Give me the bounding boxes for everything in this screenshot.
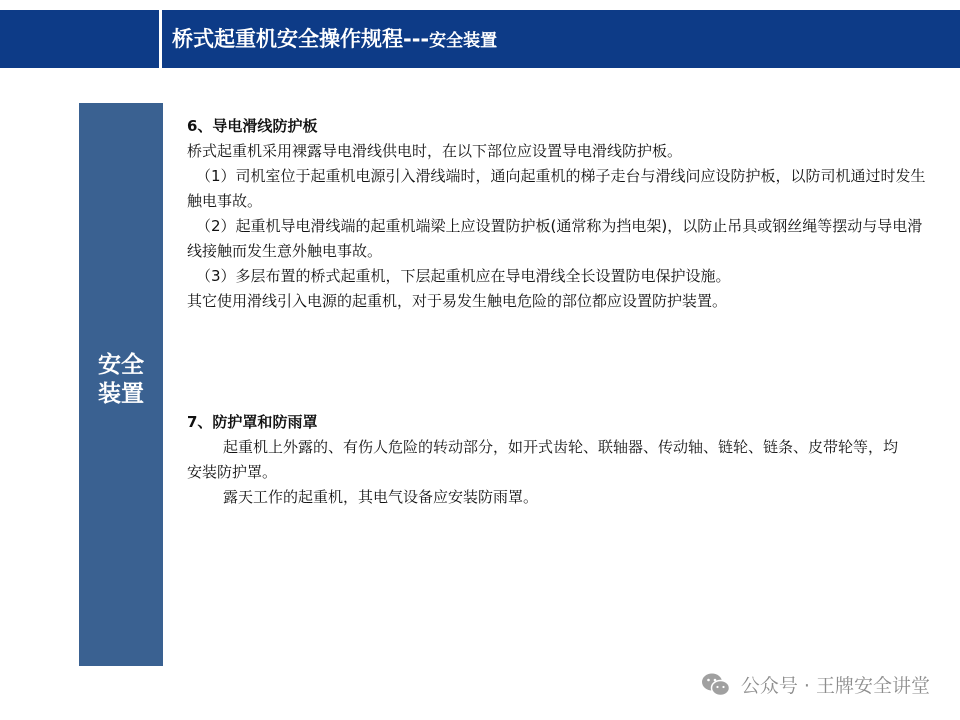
section-heading-protective-covers: 7、防护罩和防雨罩: [187, 413, 318, 431]
watermark: [701, 671, 930, 698]
side-label-line2: 装置: [98, 381, 144, 407]
side-label-bar: [79, 103, 163, 666]
paragraph: 桥式起重机采用裸露导电滑线供电时，在以下部位应设置导电滑线防护板。: [187, 142, 683, 160]
section-guard-board: [187, 114, 927, 314]
side-label: [79, 351, 163, 409]
paragraph: （2）起重机导电滑线端的起重机端梁上应设置防护板(通常称为挡电架)，以防止吊具或钢丝绳等摆动与导电滑线接触而发生意外触电事故。: [187, 217, 923, 260]
paragraph: （1）司机室位于起重机电源引入滑线端时，通向起重机的梯子走台与滑线问应设防护板，以防司机通过时发生触电事故。: [187, 167, 926, 210]
section-heading-guard-board: 6、导电滑线防护板: [187, 117, 318, 135]
page-title: [172, 10, 497, 68]
page-title-main: 桥式起重机安全操作规程---: [172, 27, 430, 51]
paragraph: （3）多层布置的桥式起重机，下层起重机应在导电滑线全长设置防电保护设施。: [196, 267, 731, 285]
watermark-text: 公众号 · 王牌安全讲堂: [740, 675, 930, 697]
side-label-line1: 安全: [98, 352, 144, 378]
header-banner: [0, 10, 960, 68]
paragraph: 其它使用滑线引入电源的起重机，对于易发生触电危险的部位都应设置防护装置。: [187, 292, 728, 310]
paragraph: 露天工作的起重机，其电气设备应安装防雨罩。: [223, 488, 539, 506]
page-title-sub: 安全装置: [429, 31, 498, 51]
section-protective-covers: [187, 410, 907, 510]
header-divider: [159, 10, 162, 68]
wechat-icon: [701, 672, 731, 698]
paragraph: 起重机上外露的、有伤人危险的转动部分，如开式齿轮、联轴器、传动轴、链轮、链条、皮带轮等，均安装防护罩。: [187, 438, 899, 481]
